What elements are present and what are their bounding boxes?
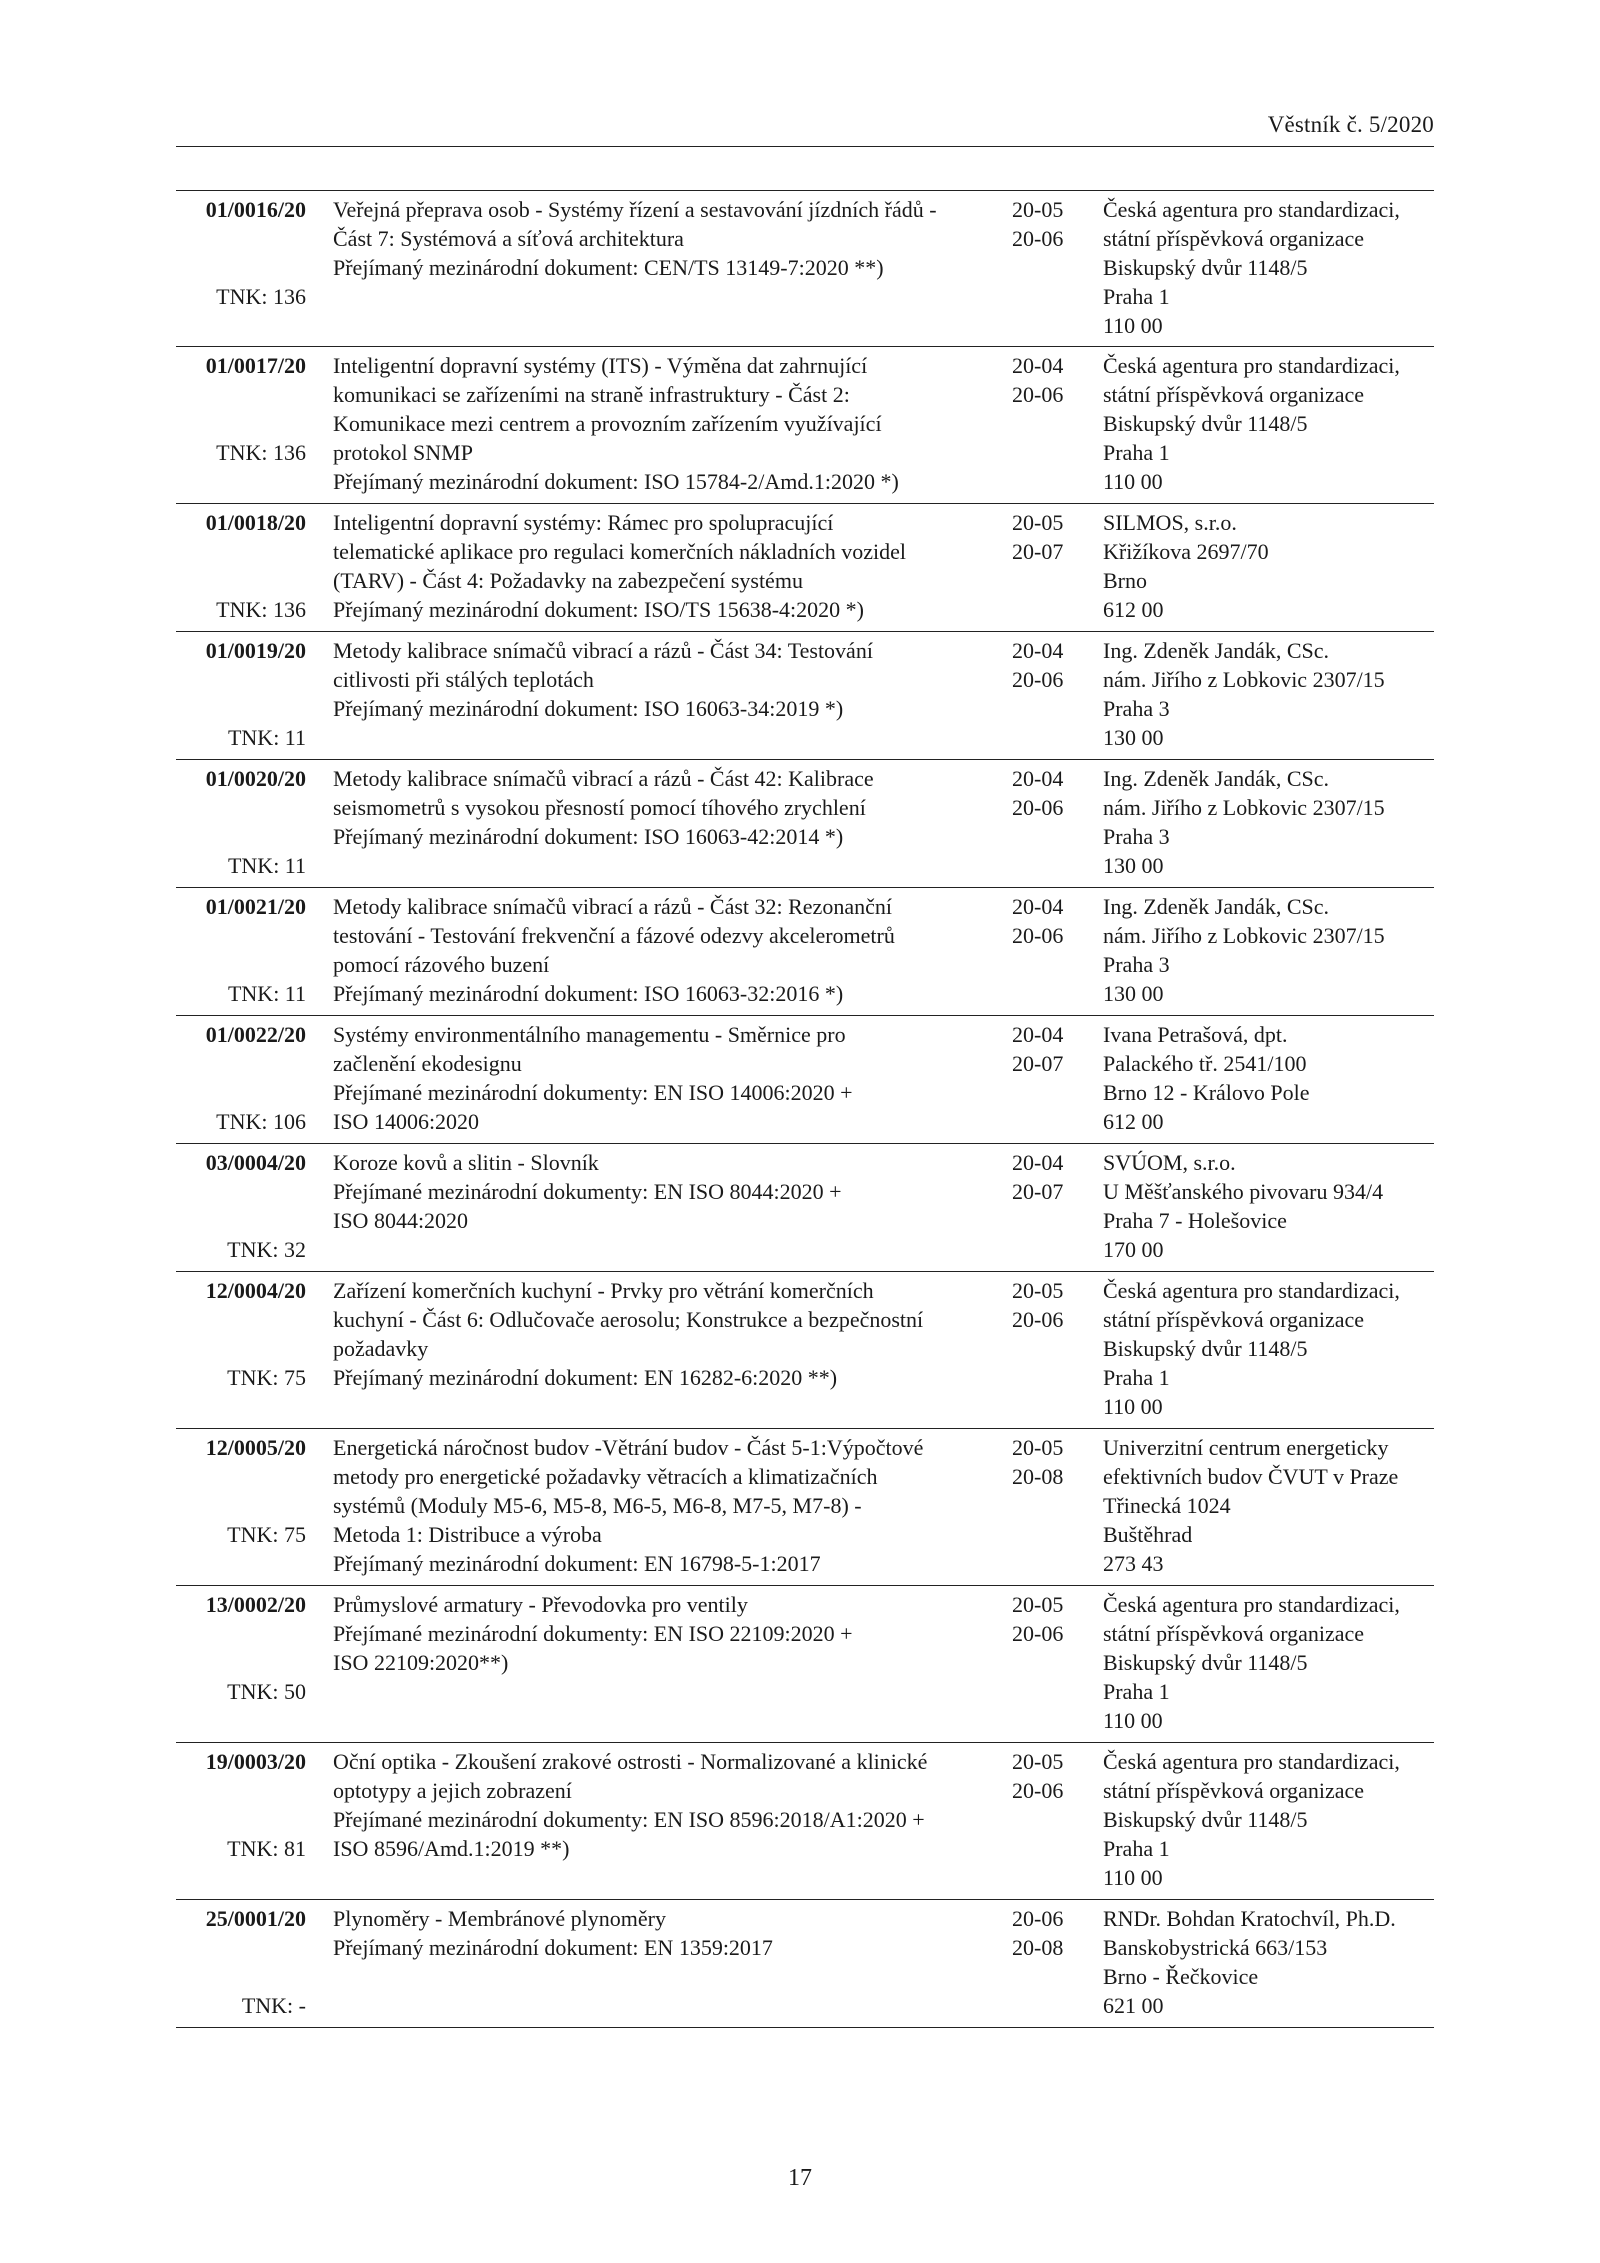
description-line: Část 7: Systémová a síťová architektura (333, 226, 684, 251)
address-line: Ing. Zdeněk Jandák, CSc. (1103, 766, 1330, 791)
address-line: Praha 1 (1103, 440, 1170, 465)
dates-cell (1012, 195, 1082, 253)
standards-table (176, 190, 1434, 2028)
address-line: Biskupský dvůr 1148/5 (1103, 1650, 1308, 1675)
table-row (176, 504, 1434, 632)
address-line: státní příspěvková organizace (1103, 1778, 1365, 1803)
table-row (176, 1429, 1434, 1586)
standard-number: 13/0002/20 (205, 1592, 306, 1617)
address-line: Ing. Zdeněk Jandák, CSc. (1103, 638, 1330, 663)
date-value: 20-05 (1012, 1749, 1064, 1774)
standard-number: 03/0004/20 (205, 1150, 306, 1175)
standard-description (333, 892, 993, 1008)
processor-address (1103, 351, 1443, 496)
standard-description (333, 1020, 993, 1136)
tnk-label: TNK: 136 (216, 440, 306, 465)
address-line: státní příspěvková organizace (1103, 1621, 1365, 1646)
dates-cell (1012, 892, 1082, 950)
dates-cell (1012, 508, 1082, 566)
description-line: Veřejná přeprava osob - Systémy řízení a sestavování jízdních řádů - (333, 197, 937, 222)
entry-id-cell (176, 764, 306, 884)
address-line: Praha 1 (1103, 284, 1170, 309)
address-line: SVÚOM, s.r.o. (1103, 1150, 1236, 1175)
standard-number: 01/0017/20 (205, 353, 306, 378)
address-line: 612 00 (1103, 1109, 1164, 1134)
description-line: Metody kalibrace snímačů vibrací a rázů - Část 42: Kalibrace (333, 766, 874, 791)
address-line: Třinecká 1024 (1103, 1493, 1231, 1518)
description-line: Přejímané mezinárodní dokumenty: EN ISO 14006:2020 + (333, 1080, 853, 1105)
tnk-label: TNK: 75 (227, 1365, 306, 1390)
description-line: Přejímaný mezinárodní dokument: ISO 15784-2/Amd.1:2020 *) (333, 469, 899, 494)
description-line: Přejímané mezinárodní dokumenty: EN ISO 22109:2020 + (333, 1621, 853, 1646)
description-line: testování - Testování frekvenční a fázové odezvy akcelerometrů (333, 923, 895, 948)
standard-number: 12/0005/20 (205, 1435, 306, 1460)
description-line: Přejímaný mezinárodní dokument: EN 1359:2017 (333, 1935, 773, 1960)
processor-address (1103, 195, 1443, 340)
dates-cell (1012, 1433, 1082, 1491)
address-line: státní příspěvková organizace (1103, 226, 1365, 251)
description-line: komunikaci se zařízeními na straně infrastruktury - Část 2: (333, 382, 850, 407)
entry-id-cell (176, 351, 306, 500)
date-value: 20-06 (1012, 226, 1064, 251)
processor-address (1103, 1020, 1443, 1136)
address-line: Praha 7 - Holešovice (1103, 1208, 1287, 1233)
standard-number: 01/0020/20 (205, 766, 306, 791)
table-row (176, 760, 1434, 888)
date-value: 20-04 (1012, 1022, 1064, 1047)
page-header (176, 110, 1434, 147)
bulletin-title: Věstník č. 5/2020 (1267, 112, 1434, 137)
description-line: ISO 14006:2020 (333, 1109, 480, 1134)
date-value: 20-05 (1012, 1435, 1064, 1460)
address-line: nám. Jiřího z Lobkovic 2307/15 (1103, 923, 1385, 948)
date-value: 20-05 (1012, 197, 1064, 222)
entry-id-cell (176, 636, 306, 756)
address-line: 621 00 (1103, 1993, 1164, 2018)
address-line: Praha 1 (1103, 1679, 1170, 1704)
dates-cell (1012, 1148, 1082, 1206)
date-value: 20-06 (1012, 795, 1064, 820)
standard-description (333, 1433, 993, 1578)
address-line: Biskupský dvůr 1148/5 (1103, 255, 1308, 280)
description-line: pomocí rázového buzení (333, 952, 550, 977)
dates-cell (1012, 1276, 1082, 1334)
tnk-label: TNK: 11 (227, 853, 306, 878)
date-value: 20-05 (1012, 510, 1064, 535)
address-line: 130 00 (1103, 853, 1164, 878)
entry-id-cell (176, 1020, 306, 1140)
processor-address (1103, 1747, 1443, 1892)
tnk-label: TNK: 50 (227, 1679, 306, 1704)
address-line: U Měšťanského pivovaru 934/4 (1103, 1179, 1384, 1204)
description-line: ISO 8044:2020 (333, 1208, 469, 1233)
address-line: Česká agentura pro standardizaci, (1103, 1592, 1400, 1617)
standard-number: 19/0003/20 (205, 1749, 306, 1774)
description-line: kuchyní - Část 6: Odlučovače aerosolu; Konstrukce a bezpečnostní (333, 1307, 924, 1332)
standard-description (333, 351, 993, 496)
date-value: 20-07 (1012, 539, 1064, 564)
description-line: Metody kalibrace snímačů vibrací a rázů - Část 32: Rezonanční (333, 894, 892, 919)
table-row (176, 1016, 1434, 1144)
address-line: 110 00 (1103, 313, 1163, 338)
standard-number: 01/0022/20 (205, 1022, 306, 1047)
standard-number: 01/0018/20 (205, 510, 306, 535)
standard-description (333, 1904, 993, 1962)
standard-description (333, 1148, 993, 1235)
address-line: Buštěhrad (1103, 1522, 1193, 1547)
standard-description (333, 1276, 993, 1392)
description-line: Přejímaný mezinárodní dokument: ISO 16063-32:2016 *) (333, 981, 844, 1006)
address-line: Ivana Petrašová, dpt. (1103, 1022, 1288, 1047)
address-line: 130 00 (1103, 725, 1164, 750)
description-line: začlenění ekodesignu (333, 1051, 522, 1076)
description-line: ISO 22109:2020**) (333, 1650, 509, 1675)
address-line: Brno 12 - Královo Pole (1103, 1080, 1310, 1105)
address-line: Univerzitní centrum energeticky (1103, 1435, 1389, 1460)
tnk-label: TNK: 11 (227, 725, 306, 750)
standard-number: 01/0019/20 (205, 638, 306, 663)
address-line: Praha 1 (1103, 1365, 1170, 1390)
description-line: Zařízení komerčních kuchyní - Prvky pro větrání komerčních (333, 1278, 874, 1303)
description-line: telematické aplikace pro regulaci komerčních nákladních vozidel (333, 539, 906, 564)
description-line: Přejímaný mezinárodní dokument: CEN/TS 13149-7:2020 **) (333, 255, 884, 280)
tnk-label: TNK: 106 (216, 1109, 306, 1134)
date-value: 20-06 (1012, 1778, 1064, 1803)
description-line: Inteligentní dopravní systémy: Rámec pro spolupracující (333, 510, 834, 535)
address-line: Česká agentura pro standardizaci, (1103, 353, 1400, 378)
description-line: citlivosti při stálých teplotách (333, 667, 594, 692)
processor-address (1103, 764, 1443, 880)
address-line: Biskupský dvůr 1148/5 (1103, 1336, 1308, 1361)
address-line: 170 00 (1103, 1237, 1164, 1262)
dates-cell (1012, 1747, 1082, 1805)
description-line: Metoda 1: Distribuce a výroba (333, 1522, 602, 1547)
dates-cell (1012, 1590, 1082, 1648)
dates-cell (1012, 764, 1082, 822)
address-line: Česká agentura pro standardizaci, (1103, 1749, 1400, 1774)
description-line: Plynoměry - Membránové plynoměry (333, 1906, 666, 1931)
address-line: efektivních budov ČVUT v Praze (1103, 1464, 1399, 1489)
entry-id-cell (176, 1433, 306, 1582)
standard-description (333, 764, 993, 851)
description-line: metody pro energetické požadavky větracích a klimatizačních (333, 1464, 878, 1489)
processor-address (1103, 508, 1443, 624)
dates-cell (1012, 1020, 1082, 1078)
address-line: Palackého tř. 2541/100 (1103, 1051, 1307, 1076)
dates-cell (1012, 636, 1082, 694)
date-value: 20-04 (1012, 353, 1064, 378)
standard-description (333, 1590, 993, 1677)
address-line: nám. Jiřího z Lobkovic 2307/15 (1103, 795, 1385, 820)
description-line: Průmyslové armatury - Převodovka pro ventily (333, 1592, 748, 1617)
tnk-label: TNK: 136 (216, 284, 306, 309)
date-value: 20-05 (1012, 1592, 1064, 1617)
description-line: (TARV) - Část 4: Požadavky na zabezpečení systému (333, 568, 803, 593)
address-line: nám. Jiřího z Lobkovic 2307/15 (1103, 667, 1385, 692)
description-line: Inteligentní dopravní systémy (ITS) - Výměna dat zahrnující (333, 353, 868, 378)
entry-id-cell (176, 1276, 306, 1425)
description-line: Přejímaný mezinárodní dokument: ISO 16063-34:2019 *) (333, 696, 844, 721)
address-line: 273 43 (1103, 1551, 1164, 1576)
standard-description (333, 508, 993, 624)
tnk-label: TNK: 32 (227, 1237, 306, 1262)
address-line: státní příspěvková organizace (1103, 382, 1365, 407)
address-line: 110 00 (1103, 469, 1163, 494)
standard-number: 01/0021/20 (205, 894, 306, 919)
address-line: Biskupský dvůr 1148/5 (1103, 1807, 1308, 1832)
address-line: SILMOS, s.r.o. (1103, 510, 1237, 535)
tnk-label: TNK: 75 (227, 1522, 306, 1547)
address-line: Brno (1103, 568, 1147, 593)
entry-id-cell (176, 1148, 306, 1268)
table-row (176, 190, 1434, 347)
description-line: Energetická náročnost budov -Větrání budov - Část 5-1:Výpočtové (333, 1435, 924, 1460)
address-line: 110 00 (1103, 1394, 1163, 1419)
address-line: státní příspěvková organizace (1103, 1307, 1365, 1332)
page-number: 17 (788, 2165, 812, 2191)
date-value: 20-06 (1012, 1307, 1064, 1332)
address-line: Křižíkova 2697/70 (1103, 539, 1269, 564)
date-value: 20-06 (1012, 1906, 1064, 1931)
description-line: Koroze kovů a slitin - Slovník (333, 1150, 599, 1175)
date-value: 20-07 (1012, 1179, 1064, 1204)
processor-address (1103, 1148, 1443, 1264)
table-row (176, 1900, 1434, 2028)
processor-address (1103, 1433, 1443, 1578)
dates-cell (1012, 1904, 1082, 1962)
address-line: Brno - Řečkovice (1103, 1964, 1259, 1989)
date-value: 20-06 (1012, 382, 1064, 407)
description-line: Přejímaný mezinárodní dokument: EN 16798-5-1:2017 (333, 1551, 821, 1576)
address-line: Banskobystrická 663/153 (1103, 1935, 1328, 1960)
processor-address (1103, 1904, 1443, 2020)
description-line: Přejímané mezinárodní dokumenty: EN ISO 8044:2020 + (333, 1179, 842, 1204)
date-value: 20-06 (1012, 1621, 1064, 1646)
description-line: optotypy a jejich zobrazení (333, 1778, 572, 1803)
description-line: Přejímané mezinárodní dokumenty: EN ISO 8596:2018/A1:2020 + (333, 1807, 925, 1832)
address-line: 110 00 (1103, 1708, 1163, 1733)
date-value: 20-05 (1012, 1278, 1064, 1303)
date-value: 20-06 (1012, 923, 1064, 948)
standard-number: 01/0016/20 (205, 197, 306, 222)
address-line: Biskupský dvůr 1148/5 (1103, 411, 1308, 436)
address-line: Praha 3 (1103, 824, 1170, 849)
entry-id-cell (176, 195, 306, 344)
description-line: protokol SNMP (333, 440, 473, 465)
address-line: Praha 1 (1103, 1836, 1170, 1861)
entry-id-cell (176, 1904, 306, 2024)
table-row (176, 1272, 1434, 1429)
address-line: Praha 3 (1103, 696, 1170, 721)
address-line: Ing. Zdeněk Jandák, CSc. (1103, 894, 1330, 919)
description-line: ISO 8596/Amd.1:2019 **) (333, 1836, 570, 1861)
tnk-label: TNK: 81 (227, 1836, 306, 1861)
address-line: Česká agentura pro standardizaci, (1103, 1278, 1400, 1303)
standard-number: 25/0001/20 (205, 1906, 306, 1931)
description-line: seismometrů s vysokou přesností pomocí tíhového zrychlení (333, 795, 866, 820)
entry-id-cell (176, 892, 306, 1012)
processor-address (1103, 1590, 1443, 1735)
address-line: 612 00 (1103, 597, 1164, 622)
description-line: Systémy environmentálního managementu - Směrnice pro (333, 1022, 846, 1047)
standard-description (333, 1747, 993, 1863)
dates-cell (1012, 351, 1082, 409)
description-line: požadavky (333, 1336, 429, 1361)
tnk-label: TNK: 136 (216, 597, 306, 622)
entry-id-cell (176, 1590, 306, 1739)
table-row (176, 347, 1434, 504)
date-value: 20-04 (1012, 1150, 1064, 1175)
address-line: Česká agentura pro standardizaci, (1103, 197, 1400, 222)
table-row (176, 888, 1434, 1016)
date-value: 20-06 (1012, 667, 1064, 692)
description-line: Oční optika - Zkoušení zrakové ostrosti - Normalizované a klinické (333, 1749, 928, 1774)
processor-address (1103, 892, 1443, 1008)
date-value: 20-08 (1012, 1935, 1064, 1960)
table-row (176, 1144, 1434, 1272)
address-line: 110 00 (1103, 1865, 1163, 1890)
tnk-label: TNK: - (241, 1993, 306, 2018)
description-line: Přejímaný mezinárodní dokument: ISO 16063-42:2014 *) (333, 824, 844, 849)
standard-description (333, 636, 993, 723)
address-line: RNDr. Bohdan Kratochvíl, Ph.D. (1103, 1906, 1396, 1931)
date-value: 20-04 (1012, 638, 1064, 663)
description-line: Přejímaný mezinárodní dokument: ISO/TS 15638-4:2020 *) (333, 597, 864, 622)
table-row (176, 632, 1434, 760)
standard-number: 12/0004/20 (205, 1278, 306, 1303)
table-row (176, 1586, 1434, 1743)
tnk-label: TNK: 11 (227, 981, 306, 1006)
date-value: 20-08 (1012, 1464, 1064, 1489)
entry-id-cell (176, 1747, 306, 1896)
description-line: systémů (Moduly M5-6, M5-8, M6-5, M6-8, M7-5, M7-8) - (333, 1493, 862, 1518)
date-value: 20-04 (1012, 894, 1064, 919)
address-line: 130 00 (1103, 981, 1164, 1006)
table-row (176, 1743, 1434, 1900)
entry-id-cell (176, 508, 306, 628)
processor-address (1103, 636, 1443, 752)
address-line: Praha 3 (1103, 952, 1170, 977)
date-value: 20-04 (1012, 766, 1064, 791)
description-line: Přejímaný mezinárodní dokument: EN 16282-6:2020 **) (333, 1365, 838, 1390)
processor-address (1103, 1276, 1443, 1421)
description-line: Komunikace mezi centrem a provozním zařízením využívající (333, 411, 882, 436)
date-value: 20-07 (1012, 1051, 1064, 1076)
description-line: Metody kalibrace snímačů vibrací a rázů - Část 34: Testování (333, 638, 873, 663)
standard-description (333, 195, 993, 282)
